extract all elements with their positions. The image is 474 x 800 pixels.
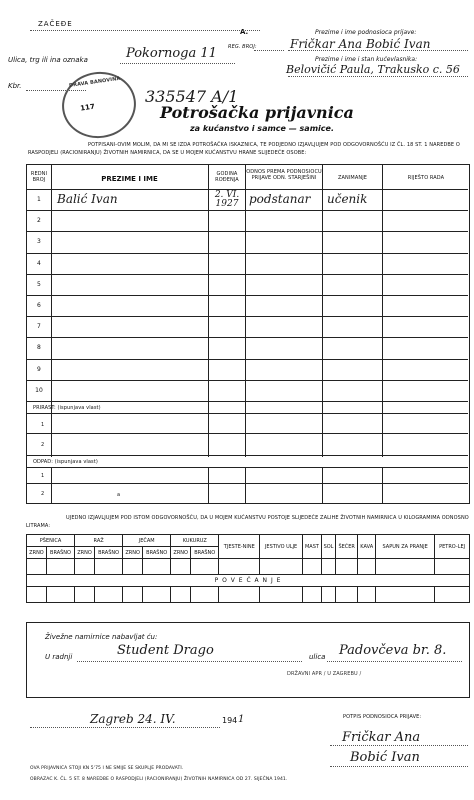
prezime-podnosioca-line <box>288 50 468 51</box>
ulica-value: Pokornoga 11 <box>126 46 217 61</box>
signature-line-1 <box>330 745 468 746</box>
signature-1: Fričkar Ana <box>342 730 421 745</box>
table-row-line <box>27 231 468 232</box>
odpad-row-2: 2 <box>41 491 45 497</box>
row-number: 9 <box>37 365 41 373</box>
odpad-mark: a <box>117 492 121 498</box>
supply-box <box>26 622 470 698</box>
table-row-line <box>27 210 468 211</box>
sub-zrno: ZRNO <box>171 547 191 559</box>
stock-cell <box>219 559 260 575</box>
povecanje-label: P O V E Ć A N J E <box>27 575 470 587</box>
stock-cell <box>302 587 321 603</box>
prirast-divider-3 <box>245 413 246 457</box>
stock-cell <box>191 587 219 603</box>
row-number: 8 <box>37 344 41 352</box>
stock-cell <box>358 587 376 603</box>
stock-cell <box>123 559 143 575</box>
col-divider-4 <box>322 165 323 413</box>
grp-jecam: JEČAM <box>123 535 171 547</box>
prezime-podnosioca-label: Prezime i ime podnosioca prijave: <box>315 29 417 36</box>
stock-cell <box>376 587 435 603</box>
prezime-stan-label: Prezime i ime i stan kućevlasnika: <box>315 56 418 63</box>
ulica-supply-label: ulica <box>309 653 326 661</box>
stock-cell <box>75 587 95 603</box>
col-kava: KAVA <box>358 535 376 559</box>
prirast-row-line-1 <box>27 413 468 414</box>
sub-zrno: ZRNO <box>123 547 143 559</box>
col-divider-3 <box>245 165 246 413</box>
row-year: 2. VI. 1927 <box>214 190 240 209</box>
sub-brasno: BRAŠNO <box>46 547 74 559</box>
odpad-row-1: 1 <box>41 473 45 479</box>
persons-table <box>26 164 470 504</box>
odpad-top-line <box>27 455 468 456</box>
stock-cell <box>143 587 171 603</box>
odpad-row-line-1 <box>27 467 468 468</box>
ulica-line <box>120 63 235 64</box>
grp-psenica: PŠENICA <box>27 535 75 547</box>
col-tjestenine: TJESTE-NINE <box>219 535 260 559</box>
stock-cell <box>336 559 358 575</box>
hdr-redni-broj: REDNI BROJ <box>30 171 48 183</box>
row-number: 3 <box>37 238 41 246</box>
stock-cell <box>75 559 95 575</box>
supply-label: Živežne namirnice nabavljat ću: <box>45 633 158 641</box>
prirast-row-line-2 <box>27 433 468 434</box>
stock-cell <box>376 559 435 575</box>
col-petrolej: PETRO-LEJ <box>435 535 470 559</box>
row-number: 2 <box>37 217 41 225</box>
col-secer: ŠEĆER <box>336 535 358 559</box>
stocks-table <box>26 534 470 603</box>
table-row-line <box>27 274 468 275</box>
stock-cell <box>260 559 303 575</box>
hdr-godina: GODINA ROĐENJA <box>215 171 239 183</box>
stock-cell <box>46 559 74 575</box>
stock-cell <box>302 559 321 575</box>
stock-cell <box>171 587 191 603</box>
stock-cell <box>219 587 260 603</box>
row-number: 6 <box>37 302 41 309</box>
col-sapun: SAPUN ZA PRANJE <box>376 535 435 559</box>
table-row-line <box>27 295 468 296</box>
prirast-label: PRIRAST: (ispunjava vlast) <box>33 405 101 411</box>
stock-cell <box>336 587 358 603</box>
supply-stamp-note: DRŽAVNI APR / U ZAGREBU / <box>287 671 362 677</box>
zaceo-line <box>30 30 260 31</box>
hdr-prezime-ime: PREZIME I IME <box>101 175 158 183</box>
table-row-line <box>27 359 468 360</box>
sub-brasno: BRAŠNO <box>191 547 219 559</box>
stock-cell <box>322 559 336 575</box>
prezime-stan-value: Belovičić Paula, Trakusko c. 56 <box>286 63 460 76</box>
radnja-value: Student Drago <box>117 643 214 658</box>
col-ulje: JESTIVO ULJE <box>260 535 303 559</box>
grp-kukuruz: KUKURUZ <box>171 535 219 547</box>
row-name: Balić Ivan <box>57 192 118 206</box>
year-printed: 194 <box>222 716 238 725</box>
odpad-divider-2 <box>208 467 209 503</box>
u-radnji-label: U radnji <box>45 653 73 661</box>
stock-cell <box>95 587 123 603</box>
sub-zrno: ZRNO <box>75 547 95 559</box>
handwritten-number: 335547 A/1 <box>145 87 239 106</box>
table-row-line <box>27 316 468 317</box>
odpad-divider-3 <box>245 467 246 503</box>
reg-broj-line <box>254 50 284 51</box>
form-subtitle: za kućanstvo i samce — samice. <box>190 124 334 133</box>
odpad-label: ODPAD: (ispunjava vlast) <box>33 459 98 465</box>
row-relation: podstanar <box>249 192 311 206</box>
header-row-line <box>27 189 468 190</box>
row-number: 1 <box>37 196 41 203</box>
stock-cell <box>191 559 219 575</box>
stocks-text: UJEDNO IZJAVLJUJEM POD ISTOM ODGOVORNOŠĆU, DA U MOJEM KUĆANSTVU POSTOJE SLIJEDEĆE ZALIHE ŽIVOTNIH NAMIRNICA U KILOGRAMIMA ODNOSNO LITRAMA: <box>26 515 469 529</box>
prirast-divider-4 <box>322 413 323 457</box>
table-row-line <box>27 380 468 381</box>
stock-cell <box>358 559 376 575</box>
prirast-row-1: 1 <box>41 422 45 428</box>
prirast-divider-1 <box>51 413 52 457</box>
prezime-stan-line <box>288 76 468 77</box>
intro-text: POTPISANI-OVIM MOLIM, DA MI SE IZDA POTROŠAČKA ISKAZNICA, TE PODJEDNO IZJAVLJUJEM POD ODGOVORNOŠĆU IZ ČL. 18 ST. 1 NAREDBE O RASPODJELI (RACIONIRANJU) ŽIVOTNIH NAMIRNICA, DA SE U MOJEM KUĆANSTVU HRANE SLIJEDEĆE OSOBE: <box>28 142 460 156</box>
row-number: 4 <box>37 259 41 267</box>
potpis-label: POTPIS PODNOSIOCA PRIJAVE: <box>343 714 422 720</box>
signature-line-2 <box>330 766 468 767</box>
row-job: učenik <box>327 192 368 206</box>
row-number: 10 <box>35 386 43 394</box>
prezime-podnosioca-value: Fričkar Ana Bobić Ivan <box>290 37 431 51</box>
signature-2: Bobić Ivan <box>350 750 420 765</box>
sub-brasno: BRAŠNO <box>143 547 171 559</box>
stock-cell <box>27 559 47 575</box>
grp-raz: RAŽ <box>75 535 123 547</box>
odpad-divider-5 <box>382 467 383 503</box>
ulica-supply-line <box>327 661 462 662</box>
sub-brasno: BRAŠNO <box>95 547 123 559</box>
stock-cell <box>435 559 470 575</box>
stock-cell <box>322 587 336 603</box>
stock-cell <box>435 587 470 603</box>
office-stamp <box>58 67 140 143</box>
table-row-line <box>27 253 468 254</box>
stock-cell <box>95 559 123 575</box>
odpad-row-line-2 <box>27 483 468 484</box>
a-label: A. <box>240 28 249 36</box>
footer-note-1: OVA PRIJAVNICA STOJI KN 5'75 I NE SMIJE SE SKUPLJE PRODAVATI. <box>30 766 184 771</box>
ulica-label: Ulica, trg ili ina oznaka <box>8 56 88 64</box>
col-mast: MAST <box>302 535 321 559</box>
row-number: 5 <box>37 280 41 288</box>
prirast-divider-2 <box>208 413 209 457</box>
stock-cell <box>123 587 143 603</box>
odpad-divider-1 <box>51 467 52 503</box>
form-title: Potrošačka prijavnica <box>160 103 354 122</box>
stock-cell <box>46 587 74 603</box>
prirast-divider-5 <box>382 413 383 457</box>
col-divider-5 <box>382 165 383 413</box>
zaceo-label: ZAČEĐE <box>38 20 73 28</box>
stock-cell <box>27 587 47 603</box>
year-handwritten: 1 <box>238 714 245 725</box>
radnja-line <box>77 661 302 662</box>
stock-cell <box>260 587 303 603</box>
ulica-supply-value: Padovčeva br. 8. <box>339 643 447 658</box>
hdr-mjesto-rada: RIJEŠTO RADA <box>407 175 445 181</box>
row-number: 7 <box>37 323 41 331</box>
odpad-divider-4 <box>322 467 323 503</box>
stock-cell <box>143 559 171 575</box>
table-row-line <box>27 337 468 338</box>
prirast-top-line <box>27 401 468 402</box>
hdr-odnos: ODNOS PREMA PODNOSIOCU PRIJAVE ODN. STARJEŠINI <box>246 169 322 181</box>
prirast-row-2: 2 <box>41 442 45 448</box>
col-sol: SOL <box>322 535 336 559</box>
stamp-text: DRAVA BANOVINA <box>68 75 121 89</box>
place-date: Zagreb 24. IV. <box>90 712 176 726</box>
footer-note-2: OBRAZAC K. ČL. 5 ST. 8 NAREDBE O RASPODJELI (RACIONIRANJU) ŽIVOTNIH NAMIRNICA OD 27. SIJEČNA 1941. <box>30 777 288 782</box>
place-date-line <box>30 727 220 728</box>
stock-cell <box>171 559 191 575</box>
hdr-zanimanje: ZANIMANJE <box>337 175 368 181</box>
col-divider-1 <box>51 165 52 413</box>
sub-zrno: ZRNO <box>27 547 47 559</box>
reg-broj-label: REG. BROJ: <box>228 44 257 50</box>
stamp-number: 117 <box>79 102 96 113</box>
kbr-label: Kbr. <box>8 82 22 90</box>
